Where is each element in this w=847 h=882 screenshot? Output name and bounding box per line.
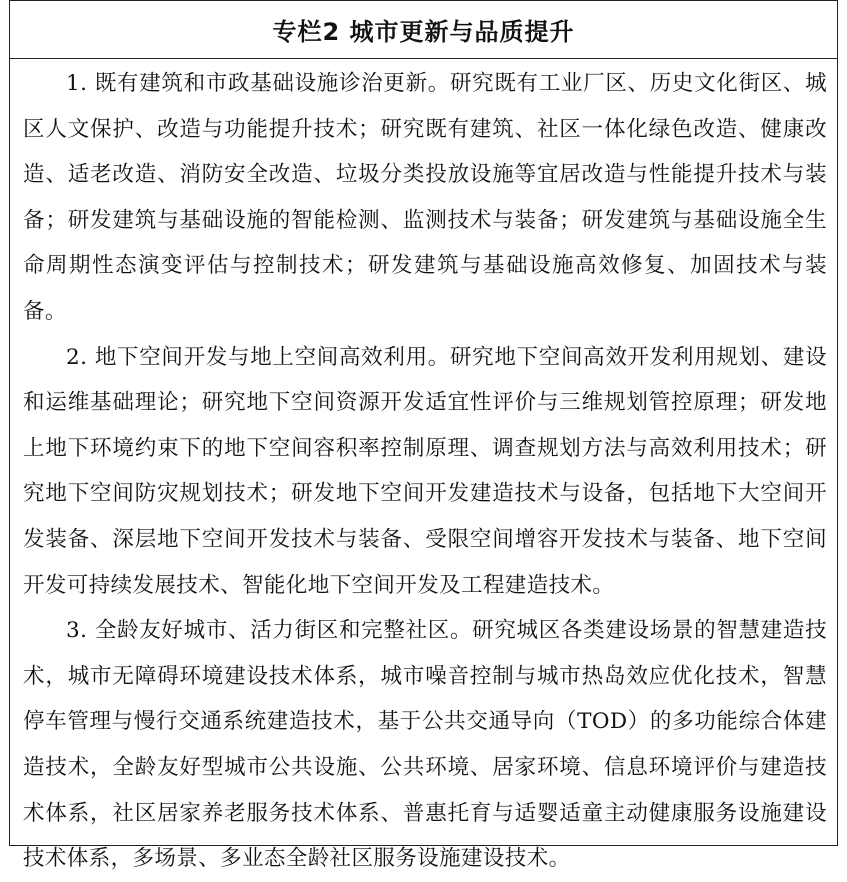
column-box [9,0,838,872]
paragraph-3: 3. 全龄友好城市、活力街区和完整社区。研究城区各类建设场景的智慧建造技术，城市无障碍环境建设技术体系，城市噪音控制与城市热岛效应优化技术，智慧停车管理与慢行交通系统建造技术，基于公共交通导向（TOD）的多功能综合体建造技术，全龄友好型城市公共设施、公共环境、居家环境、信息环境评价与建造技术体系，社区居家养老服务技术体系、普惠托育与适婴适童主动健康服务设施建设技术体系，多场景、多业态全龄社区服务设施建设技术。 [23,618,827,872]
title-row [10,1,837,59]
column-title: 专栏2 城市更新与品质提升 [272,18,575,46]
column-content [10,59,837,882]
paragraph-1: 1. 既有建筑和市政基础设施诊治更新。研究既有工业厂区、历史文化街区、城区人文保护、改造与功能提升技术；研究既有建筑、社区一体化绿色改造、健康改造、适老改造、消防安全改造、垃圾分类投放设施等宜居改造与性能提升技术与装备；研发建筑与基础设施的智能检测、监测技术与装备；研发建筑与基础设施全生命周期性态演变评估与控制技术；研发建筑与基础设施高效修复、加固技术与装备。 [23,71,827,324]
paragraph-2: 2. 地下空间开发与地上空间高效利用。研究地下空间高效开发利用规划、建设和运维基础理论；研究地下空间资源开发适宜性评价与三维规划管控原理；研发地上地下环境约束下的地下空间容积率控制原理、调查规划方法与高效利用技术；研究地下空间防灾规划技术；研发地下空间开发建造技术与设备，包括地下大空间开发装备、深层地下空间开发技术与装备、受限空间增容开发技术与装备、地下空间开发可持续发展技术、智能化地下空间开发及工程建造技术。 [23,344,827,598]
